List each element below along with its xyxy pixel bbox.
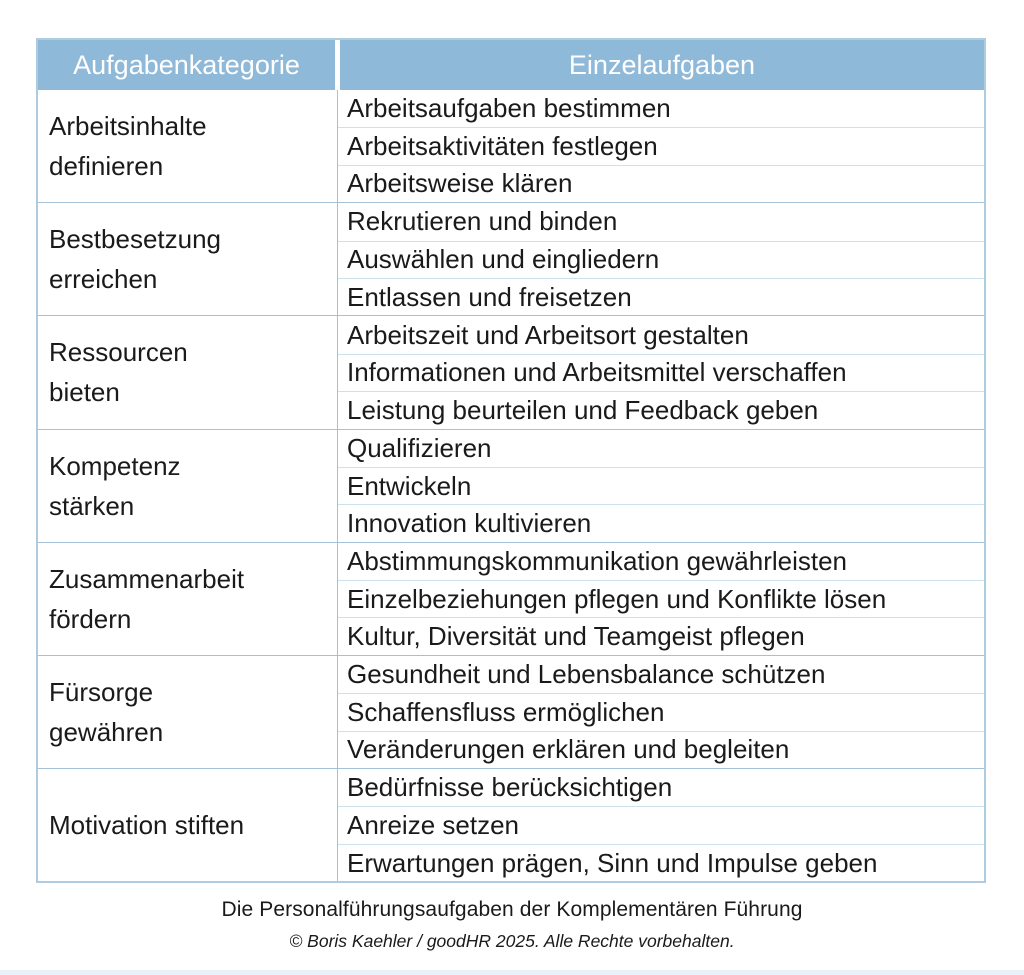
category-group-row	[38, 429, 984, 542]
category-label: Ressourcen bieten	[49, 337, 188, 408]
copyright-note: © Boris Kaehler / goodHR 2025. Alle Rechte vorbehalten.	[289, 931, 735, 951]
task-cell: Rekrutieren und binden	[347, 206, 618, 237]
category-group-row	[38, 542, 984, 655]
category-cell	[38, 769, 338, 881]
task-cell: Entwickeln	[338, 467, 984, 504]
task-cell: Arbeitszeit und Arbeitsort gestalten	[347, 319, 749, 350]
task-cell: Innovation kultivieren	[338, 504, 984, 541]
task-cell: Erwartungen prägen, Sinn und Impulse geben	[338, 844, 984, 881]
category-label: Motivation stiften	[49, 810, 245, 841]
figure-caption: Die Personalführungsaufgaben der Komplementären Führung	[221, 898, 803, 921]
task-cell: Informationen und Arbeitsmittel verschaffen	[338, 354, 984, 391]
table-body	[38, 90, 984, 881]
category-group-row	[38, 202, 984, 315]
task-cell: Arbeitsaufgaben bestimmen	[347, 93, 671, 124]
table-header-row	[38, 40, 984, 90]
task-cell: Veränderungen erklären und begleiten	[338, 731, 984, 768]
category-group-row	[38, 90, 984, 202]
task-cell: Arbeitsaktivitäten festlegen	[338, 127, 984, 164]
category-cell	[38, 656, 338, 768]
task-cell: Qualifizieren	[347, 432, 492, 463]
tasks-column	[338, 769, 984, 881]
category-cell	[38, 543, 338, 655]
category-cell	[38, 90, 338, 202]
task-cell: Einzelbeziehungen pflegen und Konflikte lösen	[338, 580, 984, 617]
tasks-column	[338, 316, 984, 428]
category-cell	[38, 316, 338, 428]
category-cell	[38, 430, 338, 542]
bottom-accent-strip	[0, 970, 1024, 975]
task-cell: Gesundheit und Lebensbalance schützen	[347, 659, 826, 690]
leadership-tasks-table	[36, 38, 986, 883]
category-label: Zusammenarbeit fördern	[49, 563, 245, 634]
header-cell-aufgabenkategorie: Aufgabenkategorie	[38, 40, 335, 90]
task-cell: Auswählen und eingliedern	[338, 241, 984, 278]
category-label: Arbeitsinhalte definieren	[49, 111, 207, 182]
task-cell: Arbeitsweise klären	[338, 165, 984, 202]
tasks-column	[338, 90, 984, 202]
tasks-column	[338, 656, 984, 768]
task-cell: Entlassen und freisetzen	[338, 278, 984, 315]
category-cell	[38, 203, 338, 315]
task-cell: Anreize setzen	[338, 806, 984, 843]
task-cell: Schaffensfluss ermöglichen	[338, 693, 984, 730]
category-group-row	[38, 315, 984, 428]
category-group-row	[38, 655, 984, 768]
task-cell: Leistung beurteilen und Feedback geben	[338, 391, 984, 428]
category-label: Fürsorge gewähren	[49, 676, 164, 747]
tasks-column	[338, 430, 984, 542]
task-cell: Abstimmungskommunikation gewährleisten	[347, 545, 848, 576]
header-cell-einzelaufgaben: Einzelaufgaben	[340, 40, 984, 90]
task-cell: Bedürfnisse berücksichtigen	[347, 772, 673, 803]
category-label: Bestbesetzung erreichen	[49, 224, 222, 295]
tasks-column	[338, 543, 984, 655]
tasks-column	[338, 203, 984, 315]
category-group-row	[38, 768, 984, 881]
task-cell: Kultur, Diversität und Teamgeist pflegen	[338, 617, 984, 654]
category-label: Kompetenz stärken	[49, 450, 181, 521]
